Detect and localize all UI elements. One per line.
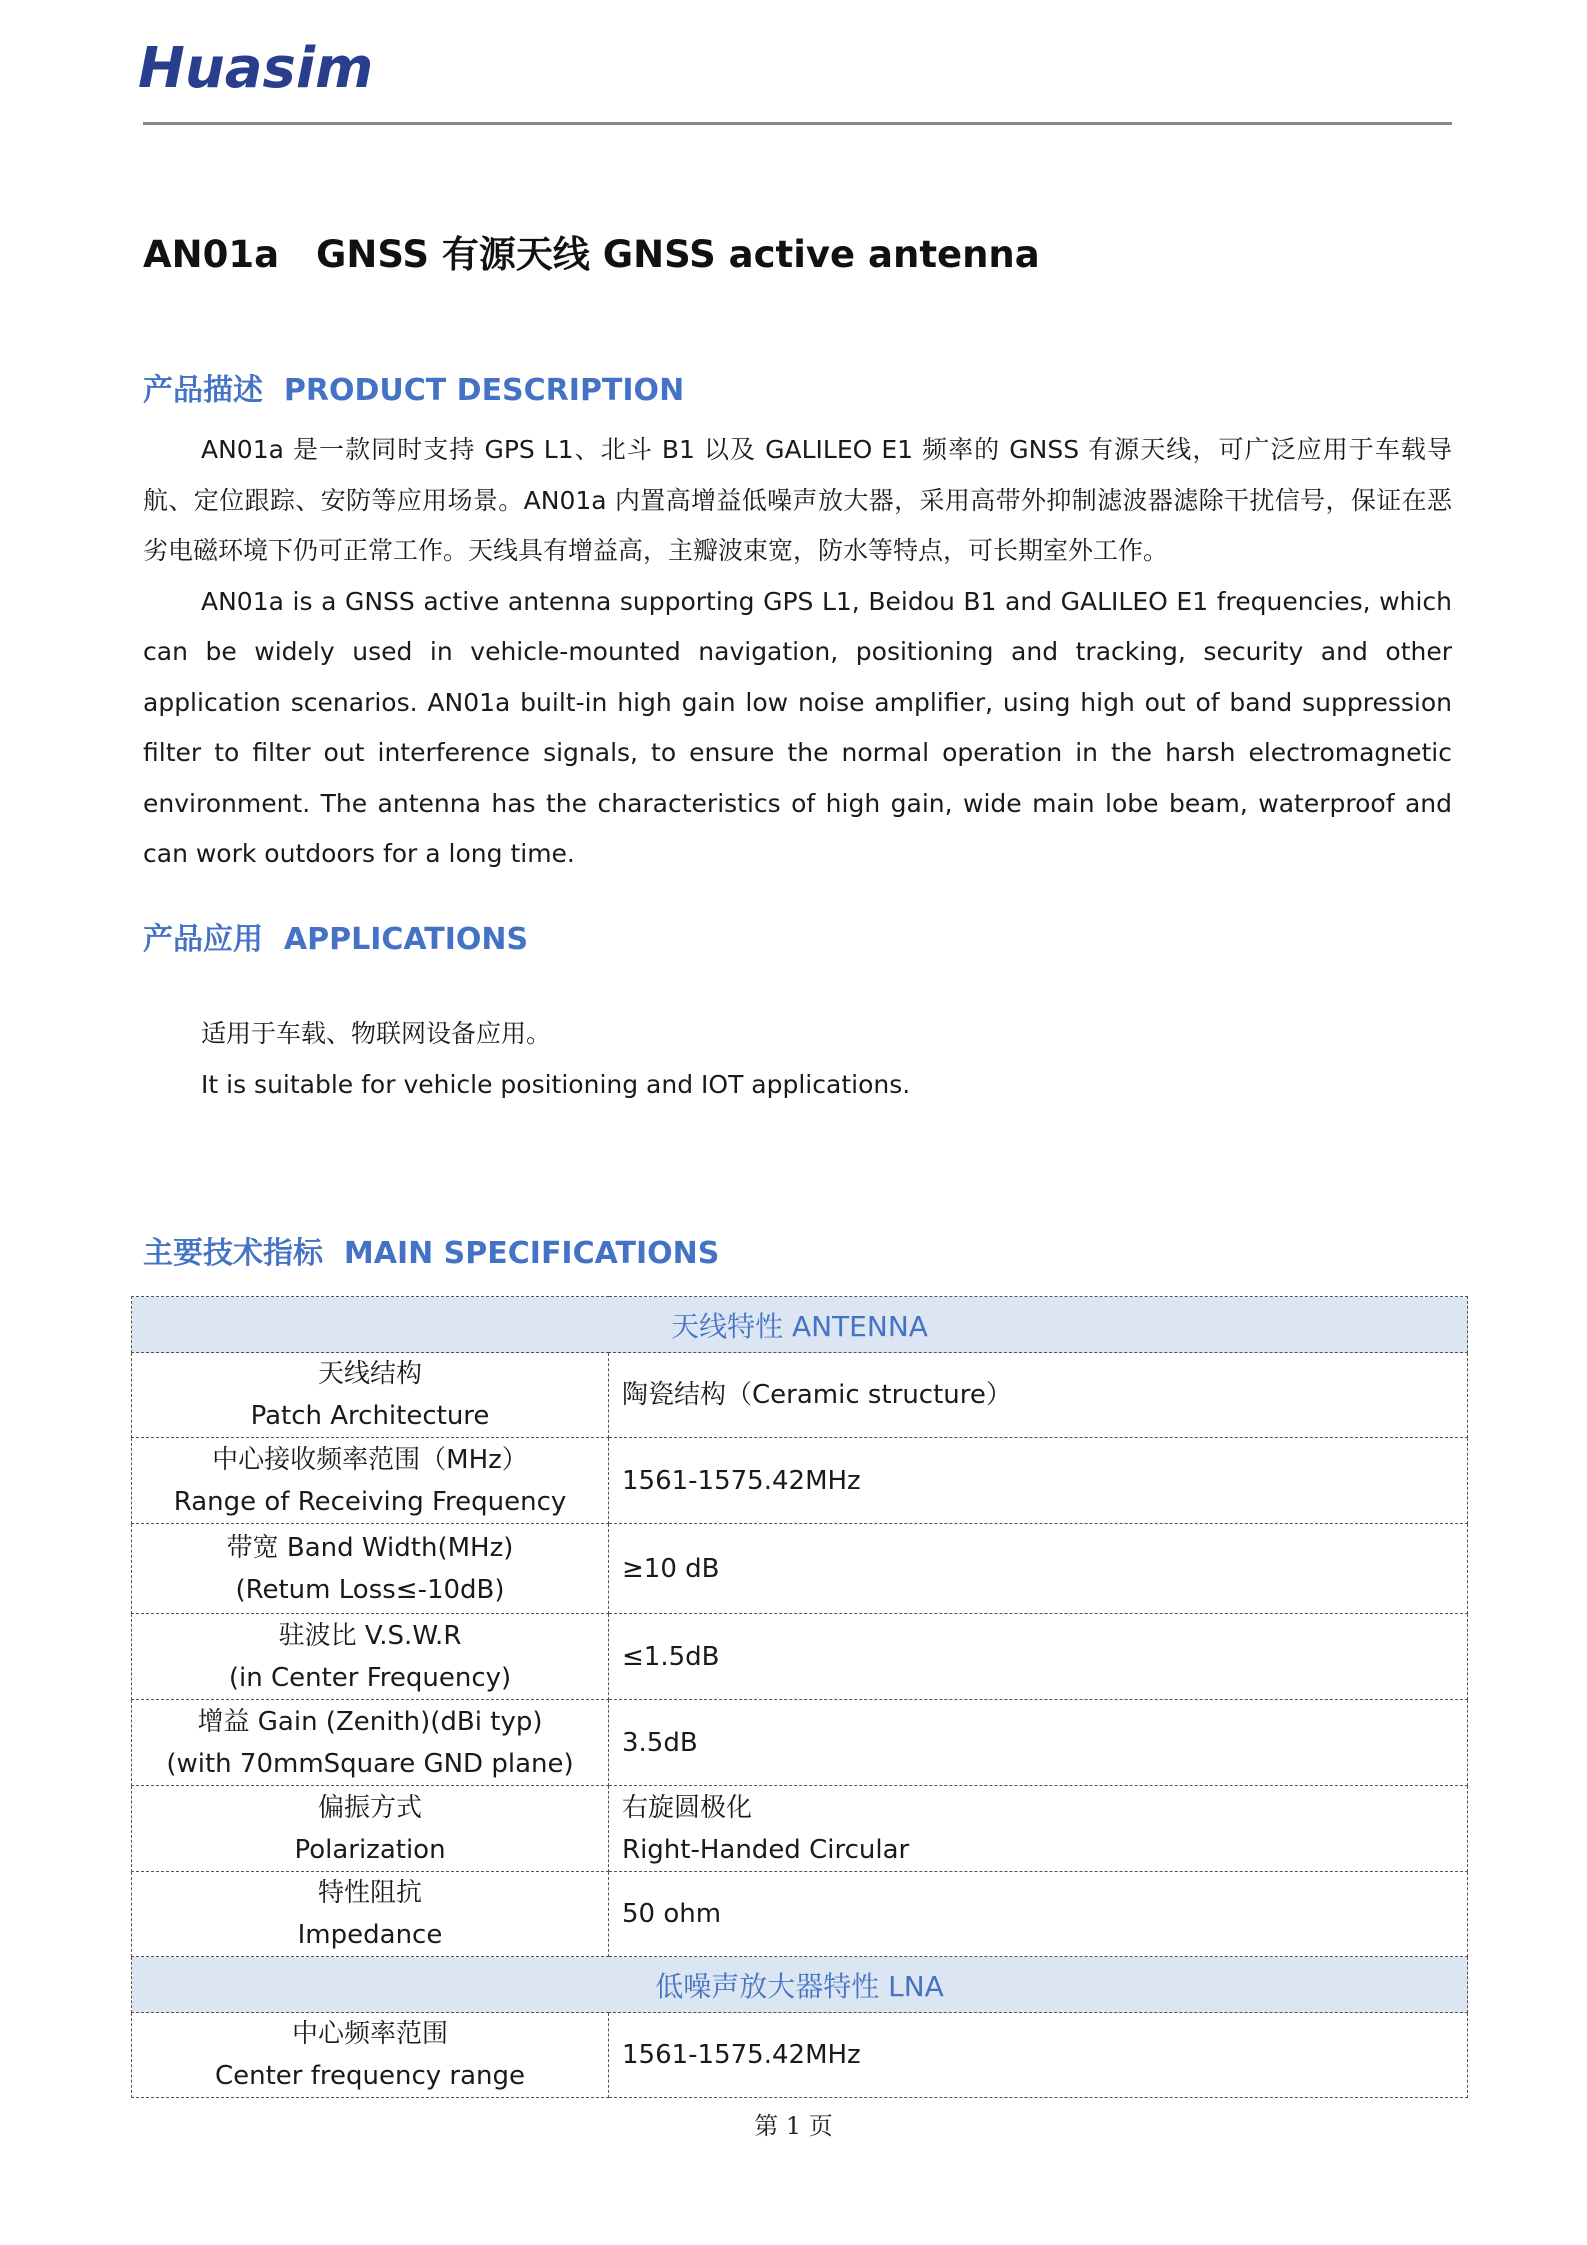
- table-row: [132, 1786, 1468, 1872]
- spec-value-zh: 1561-1575.42MHz: [622, 2040, 861, 2070]
- spec-label-zh: 中心频率范围: [291, 2019, 448, 2049]
- section-heading-applications: 产品应用 APPLICATIONS: [143, 922, 529, 957]
- spec-label-cell: [132, 1614, 609, 1700]
- spec-value-zh: 50 ohm: [622, 1899, 722, 1929]
- table-row: [132, 1438, 1468, 1524]
- page-number: 第 1 页: [754, 2112, 833, 2140]
- spec-value-zh: 3.5dB: [622, 1727, 698, 1758]
- table-row: [132, 1700, 1468, 1786]
- spec-label-cell: [132, 1438, 609, 1524]
- spec-label-zh: 带宽 Band Width(MHz): [226, 1532, 514, 1563]
- applications-line-zh: 适用于车载、物联网设备应用。: [201, 1019, 552, 1048]
- lna-group-header: 低噪声放大器特性 LNA: [132, 1957, 1468, 2013]
- spec-label-en: Polarization: [294, 1834, 446, 1865]
- spec-label-en: Range of Receiving Frequency: [173, 1486, 567, 1517]
- spec-value-zh: ≥10 dB: [622, 1553, 720, 1584]
- spec-label-en: Center frequency range: [214, 2061, 526, 2091]
- spec-value-en: Right-Handed Circular: [622, 1834, 910, 1865]
- spec-value-cell: [609, 1786, 1468, 1872]
- table-row: [132, 2013, 1468, 2098]
- spec-label-en: Patch Architecture: [250, 1401, 490, 1431]
- section-heading-specifications: 主要技术指标 MAIN SPECIFICATIONS: [143, 1236, 720, 1271]
- spec-label-en: (with 70mmSquare GND plane): [166, 1748, 574, 1779]
- spec-value-cell: [609, 1700, 1468, 1786]
- table-row: [132, 1524, 1468, 1614]
- header-divider: [143, 122, 1452, 125]
- spec-value-cell: [609, 2013, 1468, 2098]
- applications-line-en: It is suitable for vehicle positioning and IOT applications.: [201, 1069, 911, 1099]
- spec-value-zh: 1561-1575.42MHz: [622, 1465, 861, 1496]
- specifications-table: [131, 1296, 1468, 2098]
- table-row: [132, 1872, 1468, 1957]
- spec-label-cell: [132, 2013, 609, 2098]
- spec-value-cell: [609, 1524, 1468, 1614]
- company-logo: Huasim: [138, 36, 374, 101]
- spec-label-zh: 中心接收频率范围（MHz）: [212, 1444, 528, 1475]
- antenna-group-header: 天线特性 ANTENNA: [132, 1297, 1468, 1353]
- table-group-row: [132, 1297, 1468, 1353]
- spec-value-cell: [609, 1353, 1468, 1438]
- spec-label-cell: [132, 1700, 609, 1786]
- spec-label-zh: 驻波比 V.S.W.R: [278, 1620, 462, 1651]
- spec-label-cell: [132, 1786, 609, 1872]
- spec-label-zh: 偏振方式: [317, 1792, 422, 1823]
- spec-label-en: (in Center Frequency): [228, 1662, 512, 1693]
- description-paragraph-zh: AN01a 是一款同时支持 GPS L1、北斗 B1 以及 GALILEO E1 频率的 GNSS 有源天线，可广泛应用于车载导航、定位跟踪、安防等应用场景。AN01a 内置高增益低噪声放大器，采用高带外抑制滤波器滤除干扰信号，保证在恶劣电磁环境下仍可正常工作。天线具有增益高，主瓣波束宽，防水等特点，可长期室外工作。: [143, 435, 1452, 565]
- spec-value-cell: [609, 1872, 1468, 1957]
- spec-value-zh: ≤1.5dB: [622, 1641, 720, 1672]
- spec-label-zh: 特性阻抗: [317, 1878, 422, 1908]
- spec-label-cell: [132, 1524, 609, 1614]
- spec-value-zh: 陶瓷结构（Ceramic structure）: [622, 1380, 1012, 1410]
- product-description-body: [143, 425, 1452, 880]
- applications-body: [201, 1009, 910, 1110]
- spec-value-zh: 右旋圆极化: [622, 1792, 753, 1823]
- spec-label-cell: [132, 1353, 609, 1438]
- page-title: AN01a GNSS 有源天线 GNSS active antenna: [143, 233, 1040, 276]
- table-row: [132, 1614, 1468, 1700]
- spec-value-cell: [609, 1438, 1468, 1524]
- spec-label-en: (Retum Loss≤-10dB): [235, 1574, 505, 1605]
- description-paragraph-en: AN01a is a GNSS active antenna supporting GPS L1, Beidou B1 and GALILEO E1 frequencies, which can be widely used in vehicle-mounted navigation, positioning and tracking, security and other application scenarios. AN01a built-in high gain low noise amplifier, using high out of band suppression filter to filter out interference signals, to ensure the normal operation in the harsh electromagnetic environment. The antenna has the characteristics of high gain, wide main lobe beam, waterproof and can work outdoors for a long time.: [143, 586, 1452, 868]
- spec-label-zh: 增益 Gain (Zenith)(dBi typ): [197, 1706, 543, 1737]
- spec-label-cell: [132, 1872, 609, 1957]
- spec-value-cell: [609, 1614, 1468, 1700]
- spec-label-zh: 天线结构: [317, 1359, 422, 1389]
- table-group-row: [132, 1957, 1468, 2013]
- section-heading-description: 产品描述 PRODUCT DESCRIPTION: [143, 373, 685, 408]
- spec-label-en: Impedance: [297, 1920, 443, 1950]
- table-row: [132, 1353, 1468, 1438]
